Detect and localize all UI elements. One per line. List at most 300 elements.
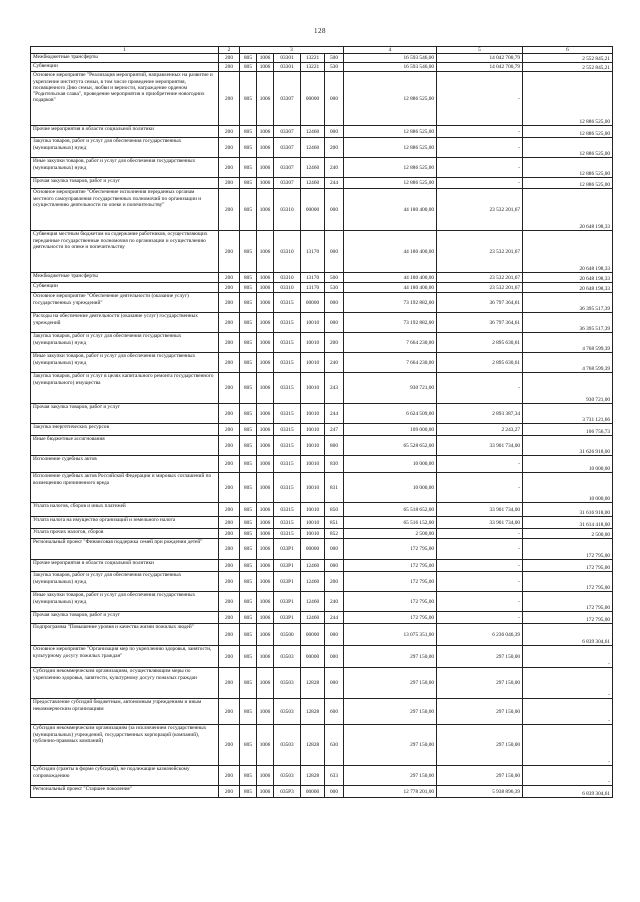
value-remaining: 20 648 198,33 bbox=[523, 283, 613, 293]
value-executed: - bbox=[437, 560, 523, 572]
code-direction: 13170 bbox=[301, 283, 325, 293]
code-subsection: 1006 bbox=[257, 54, 274, 63]
value-remaining: 172 795,00 bbox=[523, 572, 613, 592]
table-row bbox=[31, 436, 613, 456]
code-subsection: 1006 bbox=[257, 273, 274, 283]
row-name: Иные закупки товаров, работ и услуг для обеспечения государственных (муниципальных) нужд bbox=[31, 353, 219, 373]
code-admin: 200 bbox=[219, 138, 240, 158]
code-section: 805 bbox=[240, 725, 257, 766]
code-direction: 10010 bbox=[301, 404, 325, 424]
code-expense-type: 852 bbox=[325, 529, 344, 539]
code-expense-type: 850 bbox=[325, 503, 344, 517]
code-section: 805 bbox=[240, 456, 257, 473]
code-expense-type: 000 bbox=[325, 624, 344, 646]
value-remaining: 930 721,00 bbox=[523, 373, 613, 404]
code-subsection: 1006 bbox=[257, 178, 274, 189]
value-executed: - bbox=[437, 529, 523, 539]
code-section: 805 bbox=[240, 158, 257, 178]
table-row bbox=[31, 699, 613, 725]
code-section: 805 bbox=[240, 126, 257, 138]
code-direction: 10010 bbox=[301, 373, 325, 404]
code-subsection: 1006 bbox=[257, 189, 274, 231]
code-direction: 12460 bbox=[301, 572, 325, 592]
value-remaining: 20 648 198,33 bbox=[523, 273, 613, 283]
value-executed: - bbox=[437, 138, 523, 158]
code-subsection: 1006 bbox=[257, 560, 274, 572]
code-subsection: 1006 bbox=[257, 138, 274, 158]
value-executed: 2 893 387,34 bbox=[437, 404, 523, 424]
value-planned: 73 192 882,00 bbox=[344, 293, 437, 313]
header-col-2: 2 bbox=[219, 47, 240, 54]
code-program: 03307 bbox=[274, 158, 301, 178]
code-subsection: 1006 bbox=[257, 333, 274, 353]
value-executed: - bbox=[437, 456, 523, 473]
code-program: 03315 bbox=[274, 456, 301, 473]
value-planned: 172 795,00 bbox=[344, 612, 437, 624]
code-program: 03503 bbox=[274, 725, 301, 766]
code-admin: 200 bbox=[219, 503, 240, 517]
code-section: 805 bbox=[240, 189, 257, 231]
value-remaining: 12 886 525,00 bbox=[523, 158, 613, 178]
code-expense-type: 600 bbox=[325, 699, 344, 725]
value-planned: 172 795,00 bbox=[344, 572, 437, 592]
value-planned: 2 500,00 bbox=[344, 529, 437, 539]
code-direction: 12460 bbox=[301, 592, 325, 612]
value-remaining: 4 768 599,39 bbox=[523, 353, 613, 373]
value-planned: 12 778 201,00 bbox=[344, 786, 437, 798]
code-program: 033P1 bbox=[274, 572, 301, 592]
row-name: Региональный проект "Финансовая поддержка семей при рождении детей" bbox=[31, 539, 219, 560]
value-planned: 13 075 351,00 bbox=[344, 624, 437, 646]
code-direction: 10010 bbox=[301, 517, 325, 529]
code-admin: 200 bbox=[219, 725, 240, 766]
table-row bbox=[31, 72, 613, 126]
value-remaining: 2 552 845,21 bbox=[523, 63, 613, 72]
code-program: 03315 bbox=[274, 333, 301, 353]
table-row bbox=[31, 54, 613, 63]
code-program: 03315 bbox=[274, 436, 301, 456]
table-row bbox=[31, 539, 613, 560]
value-remaining: - bbox=[523, 668, 613, 699]
value-planned: 172 795,00 bbox=[344, 539, 437, 560]
value-executed: 2 895 630,61 bbox=[437, 333, 523, 353]
row-name: Основное мероприятие "Обеспечение деятельности (оказание услуг) государственных учреждений" bbox=[31, 293, 219, 313]
code-section: 805 bbox=[240, 54, 257, 63]
code-admin: 200 bbox=[219, 158, 240, 178]
code-subsection: 1006 bbox=[257, 539, 274, 560]
code-subsection: 1006 bbox=[257, 283, 274, 293]
row-name: Прочие мероприятия в области социальной политики bbox=[31, 560, 219, 572]
value-executed: - bbox=[437, 373, 523, 404]
value-planned: 297 150,00 bbox=[344, 699, 437, 725]
code-expense-type: 530 bbox=[325, 63, 344, 72]
code-program: 03315 bbox=[274, 473, 301, 503]
code-admin: 200 bbox=[219, 178, 240, 189]
row-name: Субвенция местным бюджетам на содержание работников, осуществляющих переданные государственные полномочия по организации и осуществлению деятельности по опеке и попечительству bbox=[31, 231, 219, 273]
code-section: 805 bbox=[240, 373, 257, 404]
code-admin: 200 bbox=[219, 283, 240, 293]
code-subsection: 1006 bbox=[257, 668, 274, 699]
code-section: 805 bbox=[240, 766, 257, 786]
table-row bbox=[31, 404, 613, 424]
value-executed: 6 236 046,39 bbox=[437, 624, 523, 646]
value-planned: 12 886 525,00 bbox=[344, 158, 437, 178]
code-direction: 00000 bbox=[301, 786, 325, 798]
value-remaining: 12 886 525,00 bbox=[523, 178, 613, 189]
code-subsection: 1006 bbox=[257, 436, 274, 456]
code-direction: 10010 bbox=[301, 333, 325, 353]
value-executed: - bbox=[437, 473, 523, 503]
value-planned: 930 721,00 bbox=[344, 373, 437, 404]
code-subsection: 1006 bbox=[257, 786, 274, 798]
code-direction: 00000 bbox=[301, 539, 325, 560]
code-expense-type: 200 bbox=[325, 333, 344, 353]
value-remaining: 10 000,00 bbox=[523, 456, 613, 473]
row-name: Прочая закупка товаров, работ и услуг bbox=[31, 178, 219, 189]
code-section: 805 bbox=[240, 572, 257, 592]
row-name: Иные закупки товаров, работ и услуг для обеспечения государственных (муниципальных) нужд bbox=[31, 592, 219, 612]
code-direction: 13170 bbox=[301, 273, 325, 283]
code-direction: 10010 bbox=[301, 424, 325, 436]
value-executed: 5 938 896,39 bbox=[437, 786, 523, 798]
code-direction: 10010 bbox=[301, 456, 325, 473]
code-expense-type: 633 bbox=[325, 766, 344, 786]
code-admin: 200 bbox=[219, 786, 240, 798]
row-name: Основное мероприятие "Реализация мероприятий, направленных на развитие и укрепление института семьи, в том числе проведение мероприятия, посвященного Дню семьи, любви и верности, награждение орденом "Родительская слава", проведение мероприятия и приобретение новогодних подарков" bbox=[31, 72, 219, 126]
code-section: 805 bbox=[240, 293, 257, 313]
code-program: 03310 bbox=[274, 231, 301, 273]
code-direction: 00000 bbox=[301, 293, 325, 313]
code-program: 03503 bbox=[274, 646, 301, 668]
code-subsection: 1006 bbox=[257, 353, 274, 373]
code-section: 805 bbox=[240, 231, 257, 273]
code-expense-type: 200 bbox=[325, 138, 344, 158]
table-row bbox=[31, 529, 613, 539]
code-subsection: 1006 bbox=[257, 646, 274, 668]
row-name: Основное мероприятие "Организация мер по укреплению здоровья, занятости, культурному досугу пожилых граждан" bbox=[31, 646, 219, 668]
code-direction: 13170 bbox=[301, 231, 325, 273]
code-direction: 12460 bbox=[301, 138, 325, 158]
value-executed: 36 797 364,61 bbox=[437, 293, 523, 313]
code-admin: 200 bbox=[219, 517, 240, 529]
code-direction: 12460 bbox=[301, 612, 325, 624]
code-admin: 200 bbox=[219, 539, 240, 560]
row-name: Закупка энергетических ресурсов bbox=[31, 424, 219, 436]
row-name: Субвенции bbox=[31, 283, 219, 293]
table-row bbox=[31, 353, 613, 373]
code-section: 805 bbox=[240, 273, 257, 283]
code-program: 03301 bbox=[274, 63, 301, 72]
value-planned: 44 180 400,00 bbox=[344, 189, 437, 231]
table-row bbox=[31, 624, 613, 646]
code-admin: 200 bbox=[219, 699, 240, 725]
code-program: 035P3 bbox=[274, 786, 301, 798]
value-executed: 2 895 630,61 bbox=[437, 353, 523, 373]
code-program: 03315 bbox=[274, 353, 301, 373]
value-planned: 10 000,00 bbox=[344, 473, 437, 503]
code-program: 03315 bbox=[274, 424, 301, 436]
code-subsection: 1006 bbox=[257, 126, 274, 138]
code-section: 805 bbox=[240, 404, 257, 424]
value-planned: 44 180 400,00 bbox=[344, 231, 437, 273]
row-name: Уплата налогов, сборов и иных платежей bbox=[31, 503, 219, 517]
header-row bbox=[31, 47, 613, 54]
code-program: 03315 bbox=[274, 517, 301, 529]
code-expense-type: 000 bbox=[325, 72, 344, 126]
code-admin: 200 bbox=[219, 126, 240, 138]
code-subsection: 1006 bbox=[257, 313, 274, 333]
row-name: Прочая закупка товаров, работ и услуг bbox=[31, 404, 219, 424]
value-planned: 109 000,00 bbox=[344, 424, 437, 436]
code-admin: 200 bbox=[219, 353, 240, 373]
value-executed: - bbox=[437, 592, 523, 612]
value-remaining: 4 768 599,39 bbox=[523, 333, 613, 353]
code-subsection: 1006 bbox=[257, 373, 274, 404]
row-name: Межбюджетные трансферты bbox=[31, 54, 219, 63]
code-expense-type: 240 bbox=[325, 353, 344, 373]
code-expense-type: 243 bbox=[325, 373, 344, 404]
code-admin: 200 bbox=[219, 592, 240, 612]
code-expense-type: 000 bbox=[325, 539, 344, 560]
row-name: Уплата прочих налогов, сборов bbox=[31, 529, 219, 539]
value-remaining: 172 795,00 bbox=[523, 560, 613, 572]
row-name: Субсидии (гранты в форме субсидий), не подлежащие казначейскому сопровождению bbox=[31, 766, 219, 786]
value-planned: 65 518 652,00 bbox=[344, 503, 437, 517]
code-direction: 10010 bbox=[301, 473, 325, 503]
value-planned: 7 664 230,00 bbox=[344, 333, 437, 353]
code-expense-type: 851 bbox=[325, 517, 344, 529]
code-direction: 10010 bbox=[301, 436, 325, 456]
value-remaining: 3 731 121,66 bbox=[523, 404, 613, 424]
row-name: Закупка товаров, работ и услуг для обеспечения государственных (муниципальных) нужд bbox=[31, 138, 219, 158]
value-executed: 23 532 201,67 bbox=[437, 189, 523, 231]
code-section: 805 bbox=[240, 560, 257, 572]
row-name: Уплата налога на имущество организаций и земельного налога bbox=[31, 517, 219, 529]
table-row bbox=[31, 126, 613, 138]
code-program: 03315 bbox=[274, 293, 301, 313]
code-program: 03310 bbox=[274, 189, 301, 231]
code-expense-type: 500 bbox=[325, 273, 344, 283]
code-subsection: 1006 bbox=[257, 231, 274, 273]
value-planned: 12 886 525,00 bbox=[344, 178, 437, 189]
value-executed: 2 243,27 bbox=[437, 424, 523, 436]
code-expense-type: 831 bbox=[325, 473, 344, 503]
value-remaining: - bbox=[523, 646, 613, 668]
code-expense-type: 830 bbox=[325, 456, 344, 473]
code-direction: 10010 bbox=[301, 313, 325, 333]
code-section: 805 bbox=[240, 646, 257, 668]
value-planned: 12 886 525,00 bbox=[344, 72, 437, 126]
value-executed: - bbox=[437, 126, 523, 138]
value-remaining: 36 395 517,39 bbox=[523, 313, 613, 333]
row-name: Межбюджетные трансферты bbox=[31, 273, 219, 283]
table-row bbox=[31, 231, 613, 273]
code-section: 805 bbox=[240, 517, 257, 529]
code-program: 03315 bbox=[274, 404, 301, 424]
table-row bbox=[31, 63, 613, 72]
value-planned: 172 795,00 bbox=[344, 592, 437, 612]
value-remaining: 20 648 198,33 bbox=[523, 189, 613, 231]
code-admin: 200 bbox=[219, 333, 240, 353]
value-remaining: 172 795,00 bbox=[523, 592, 613, 612]
table-row bbox=[31, 560, 613, 572]
code-direction: 12460 bbox=[301, 178, 325, 189]
code-section: 805 bbox=[240, 529, 257, 539]
code-direction: 12460 bbox=[301, 560, 325, 572]
code-subsection: 1006 bbox=[257, 572, 274, 592]
value-remaining: 12 886 525,00 bbox=[523, 126, 613, 138]
table-row bbox=[31, 786, 613, 798]
code-admin: 200 bbox=[219, 456, 240, 473]
code-program: 03503 bbox=[274, 668, 301, 699]
code-program: 033P1 bbox=[274, 592, 301, 612]
value-executed: - bbox=[437, 572, 523, 592]
code-direction: 10010 bbox=[301, 529, 325, 539]
value-planned: 65 516 152,00 bbox=[344, 517, 437, 529]
code-admin: 200 bbox=[219, 766, 240, 786]
code-section: 805 bbox=[240, 138, 257, 158]
code-direction: 10010 bbox=[301, 353, 325, 373]
value-planned: 297 150,00 bbox=[344, 725, 437, 766]
value-remaining: 36 395 517,39 bbox=[523, 293, 613, 313]
value-executed: 33 901 734,00 bbox=[437, 517, 523, 529]
value-planned: 44 180 400,00 bbox=[344, 283, 437, 293]
code-expense-type: 000 bbox=[325, 646, 344, 668]
value-planned: 65 528 652,00 bbox=[344, 436, 437, 456]
code-admin: 200 bbox=[219, 54, 240, 63]
value-remaining: 6 839 304,61 bbox=[523, 624, 613, 646]
value-executed: 23 532 201,67 bbox=[437, 273, 523, 283]
code-program: 033P1 bbox=[274, 560, 301, 572]
table-row bbox=[31, 138, 613, 158]
code-expense-type: 800 bbox=[325, 436, 344, 456]
row-name: Предоставление субсидий бюджетным, автономным учреждениям и иным некоммерческим организациям bbox=[31, 699, 219, 725]
table-row bbox=[31, 273, 613, 283]
code-subsection: 1006 bbox=[257, 404, 274, 424]
value-executed: 297 150,00 bbox=[437, 668, 523, 699]
code-expense-type: 200 bbox=[325, 572, 344, 592]
value-planned: 297 150,00 bbox=[344, 646, 437, 668]
table-row bbox=[31, 503, 613, 517]
value-executed: 297 150,00 bbox=[437, 699, 523, 725]
code-expense-type: 000 bbox=[325, 786, 344, 798]
code-expense-type: 000 bbox=[325, 668, 344, 699]
code-subsection: 1006 bbox=[257, 456, 274, 473]
code-section: 805 bbox=[240, 786, 257, 798]
code-expense-type: 000 bbox=[325, 313, 344, 333]
row-name: Иные бюджетные ассигнования bbox=[31, 436, 219, 456]
code-subsection: 1006 bbox=[257, 503, 274, 517]
code-program: 03307 bbox=[274, 126, 301, 138]
code-expense-type: 244 bbox=[325, 612, 344, 624]
code-section: 805 bbox=[240, 539, 257, 560]
code-expense-type: 630 bbox=[325, 725, 344, 766]
value-planned: 12 886 525,00 bbox=[344, 138, 437, 158]
code-admin: 200 bbox=[219, 473, 240, 503]
code-direction: 00000 bbox=[301, 624, 325, 646]
table-row bbox=[31, 612, 613, 624]
code-direction: 00000 bbox=[301, 72, 325, 126]
table-row bbox=[31, 424, 613, 436]
code-expense-type: 244 bbox=[325, 404, 344, 424]
value-executed: - bbox=[437, 539, 523, 560]
code-section: 805 bbox=[240, 72, 257, 126]
code-expense-type: 247 bbox=[325, 424, 344, 436]
code-expense-type: 244 bbox=[325, 178, 344, 189]
code-program: 03315 bbox=[274, 313, 301, 333]
row-name: Субсидии некоммерческим организациям (за исключением государственных (муниципальных) учреждений, государственных корпораций (компаний), публично-правовых компаний) bbox=[31, 725, 219, 766]
code-admin: 200 bbox=[219, 273, 240, 283]
row-name: Исполнение судебных актов bbox=[31, 456, 219, 473]
code-admin: 200 bbox=[219, 612, 240, 624]
table-row bbox=[31, 333, 613, 353]
table-row bbox=[31, 473, 613, 503]
value-executed: 14 042 700,79 bbox=[437, 54, 523, 63]
value-remaining: 31 616 918,00 bbox=[523, 503, 613, 517]
code-expense-type: 500 bbox=[325, 54, 344, 63]
value-remaining: 10 000,00 bbox=[523, 473, 613, 503]
code-section: 805 bbox=[240, 436, 257, 456]
code-section: 805 bbox=[240, 592, 257, 612]
code-admin: 200 bbox=[219, 424, 240, 436]
table-row bbox=[31, 572, 613, 592]
code-subsection: 1006 bbox=[257, 517, 274, 529]
row-name: Подпрограмма "Повышение уровня и качества жизни пожилых людей" bbox=[31, 624, 219, 646]
table-row bbox=[31, 668, 613, 699]
code-admin: 200 bbox=[219, 572, 240, 592]
value-executed: - bbox=[437, 178, 523, 189]
code-subsection: 1006 bbox=[257, 293, 274, 313]
value-planned: 7 664 230,00 bbox=[344, 353, 437, 373]
row-name: Основное мероприятие "Обеспечение исполнения переданных органам местного самоуправления государственных полномочий по организации и осуществлению деятельности по опеке и попечительству" bbox=[31, 189, 219, 231]
code-expense-type: 000 bbox=[325, 126, 344, 138]
code-section: 805 bbox=[240, 668, 257, 699]
code-admin: 200 bbox=[219, 373, 240, 404]
code-section: 805 bbox=[240, 283, 257, 293]
code-subsection: 1006 bbox=[257, 725, 274, 766]
table-row bbox=[31, 313, 613, 333]
value-planned: 16 593 546,00 bbox=[344, 54, 437, 63]
code-direction: 12828 bbox=[301, 699, 325, 725]
code-subsection: 1006 bbox=[257, 72, 274, 126]
value-executed: 14 042 700,79 bbox=[437, 63, 523, 72]
table-row bbox=[31, 517, 613, 529]
value-planned: 16 593 546,00 bbox=[344, 63, 437, 72]
row-name: Закупка товаров, работ и услуг для обеспечения государственных (муниципальных) нужд bbox=[31, 572, 219, 592]
value-remaining: 106 756,73 bbox=[523, 424, 613, 436]
value-remaining: - bbox=[523, 725, 613, 766]
value-executed: 23 532 201,67 bbox=[437, 231, 523, 273]
code-admin: 200 bbox=[219, 624, 240, 646]
table-row bbox=[31, 592, 613, 612]
table-row bbox=[31, 189, 613, 231]
code-admin: 200 bbox=[219, 436, 240, 456]
value-remaining: 2 500,00 bbox=[523, 529, 613, 539]
value-planned: 297 150,00 bbox=[344, 668, 437, 699]
value-executed: 297 150,00 bbox=[437, 646, 523, 668]
value-planned: 10 000,00 bbox=[344, 456, 437, 473]
code-subsection: 1006 bbox=[257, 612, 274, 624]
code-program: 03315 bbox=[274, 529, 301, 539]
code-direction: 12828 bbox=[301, 766, 325, 786]
code-program: 033P1 bbox=[274, 612, 301, 624]
table-row bbox=[31, 646, 613, 668]
code-section: 805 bbox=[240, 503, 257, 517]
code-expense-type: 000 bbox=[325, 560, 344, 572]
code-section: 805 bbox=[240, 63, 257, 72]
code-direction: 13221 bbox=[301, 54, 325, 63]
value-planned: 44 180 400,00 bbox=[344, 273, 437, 283]
